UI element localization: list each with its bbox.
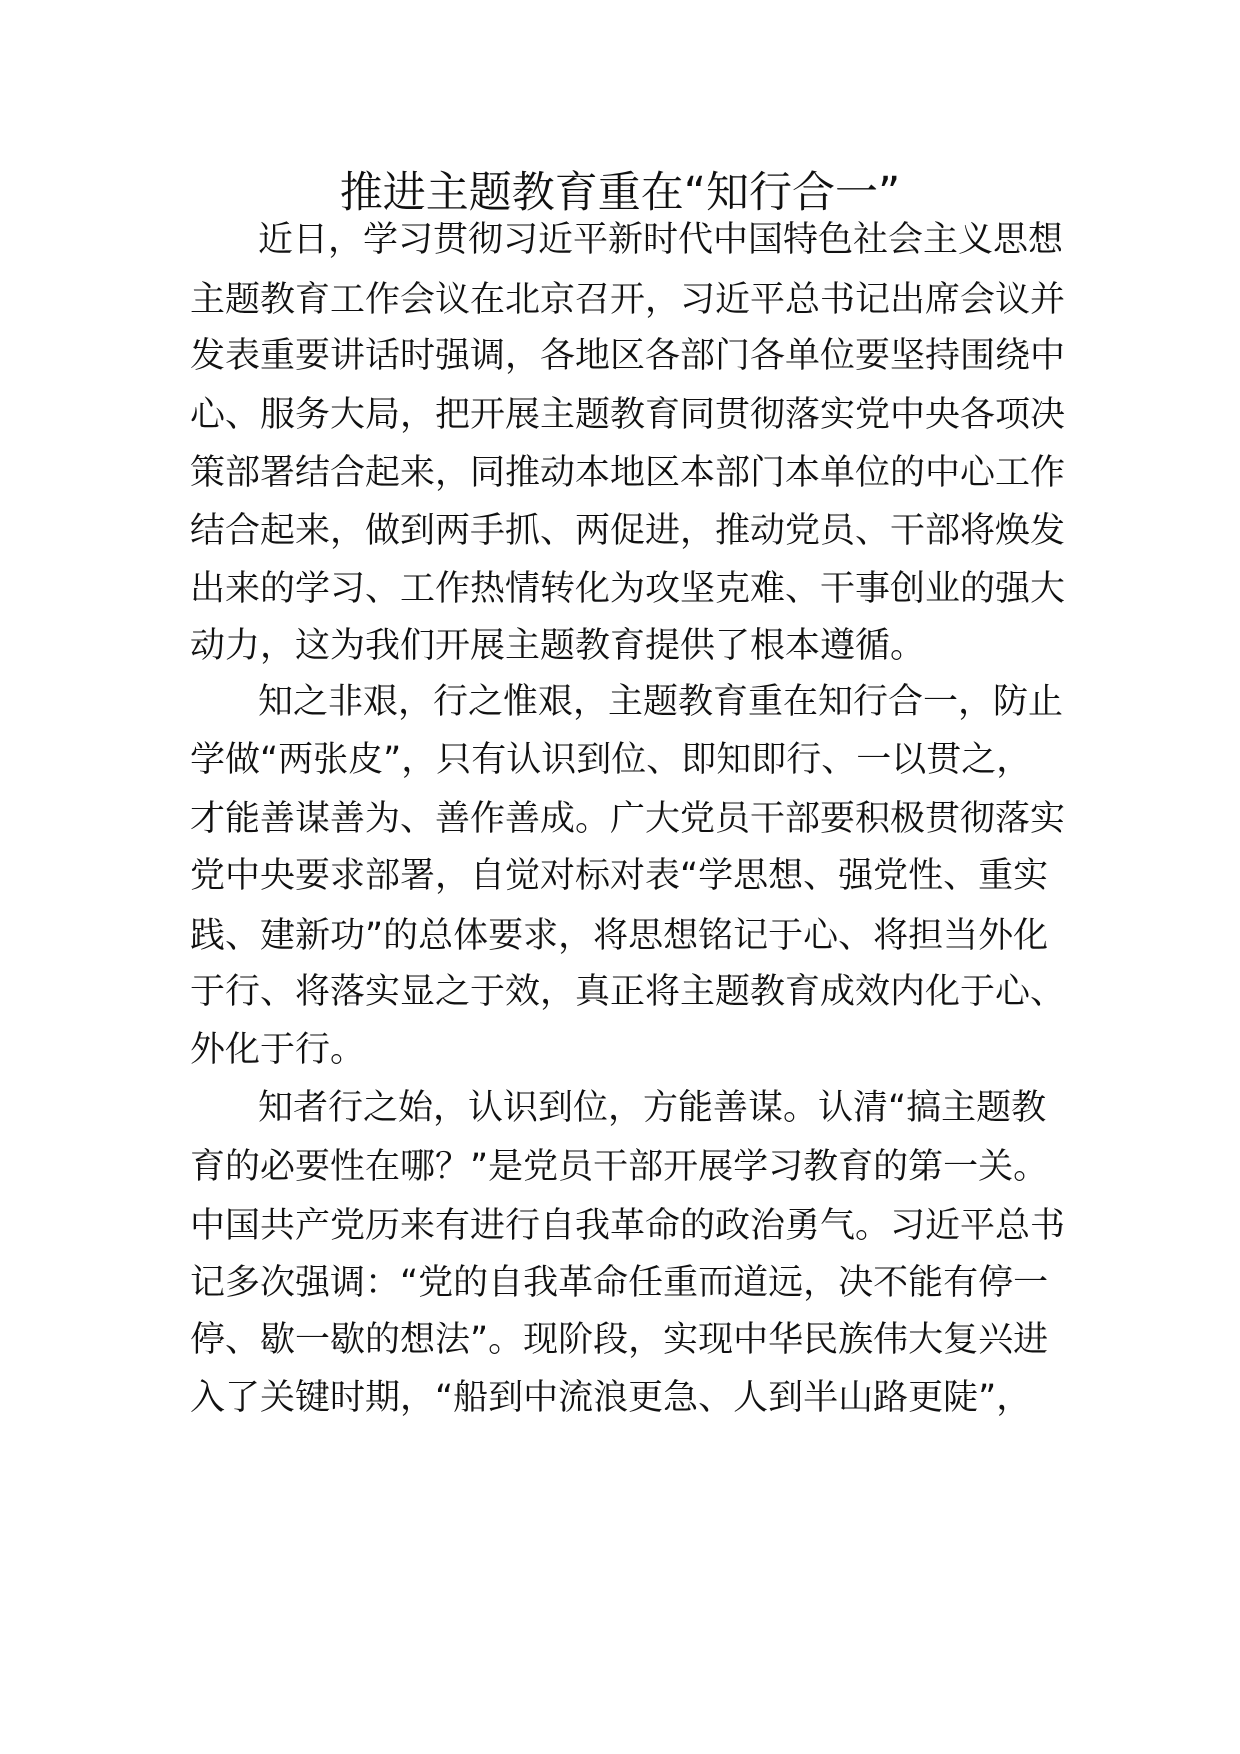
paragraph-3-line-4: 记多次强调：“党的自我革命任重而道远，决不能有停一	[190, 1263, 1049, 1303]
paragraph-2-line-3: 才能善谋善为、善作善成。广大党员干部要积极贯彻落实	[190, 799, 1066, 839]
paragraph-1-line-3: 发表重要讲话时强调，各地区各部门各单位要坚持围绕中	[190, 336, 1066, 376]
paragraph-1-line-4: 心、服务大局，把开展主题教育同贯彻落实党中央各项决	[190, 395, 1066, 435]
paragraph-3-line-6: 入了关键时期，“船到中流浪更急、人到半山路更陡”，	[190, 1378, 1032, 1418]
paragraph-2-line-4: 党中央要求部署，自觉对标对表“学思想、强党性、重实	[190, 856, 1049, 896]
paragraph-3-line-2: 育的必要性在哪？”是党员干部开展学习教育的第一关。	[190, 1147, 1049, 1187]
paragraph-1-line-1: 近日，学习贯彻习近平新时代中国特色社会主义思想	[258, 220, 1064, 260]
paragraph-2-line-2: 学做“两张皮”，只有认识到位、即知即行、一以贯之，	[190, 740, 1032, 780]
paragraph-2-line-6: 于行、将落实显之于效，真正将主题教育成效内化于心、	[190, 972, 1066, 1012]
paragraph-1-line-7: 出来的学习、工作热情转化为攻坚克难、干事创业的强大	[190, 569, 1066, 609]
paragraph-1-line-8: 动力，这为我们开展主题教育提供了根本遵循。	[190, 626, 926, 666]
paragraph-2-line-7: 外化于行。	[190, 1030, 366, 1070]
paragraph-3-line-1: 知者行之始，认识到位，方能善谋。认清“搞主题教	[258, 1088, 1047, 1128]
paragraph-2-line-5: 践、建新功”的总体要求，将思想铭记于心、将担当外化	[190, 916, 1049, 956]
paragraph-1-line-5: 策部署结合起来，同推动本地区本部门本单位的中心工作	[190, 453, 1066, 493]
paragraph-1-line-2: 主题教育工作会议在北京召开，习近平总书记出席会议并	[190, 280, 1066, 320]
paragraph-2-line-1: 知之非艰，行之惟艰，主题教育重在知行合一，防止	[258, 682, 1064, 722]
paragraph-1-line-6: 结合起来，做到两手抓、两促进，推动党员、干部将焕发	[190, 511, 1066, 551]
paragraph-3-line-5: 停、歇一歇的想法”。现阶段，实现中华民族伟大复兴进	[190, 1320, 1049, 1360]
paragraph-3-line-3: 中国共产党历来有进行自我革命的政治勇气。习近平总书	[190, 1206, 1066, 1246]
document-title: 推进主题教育重在“知行合一”	[339, 168, 901, 218]
